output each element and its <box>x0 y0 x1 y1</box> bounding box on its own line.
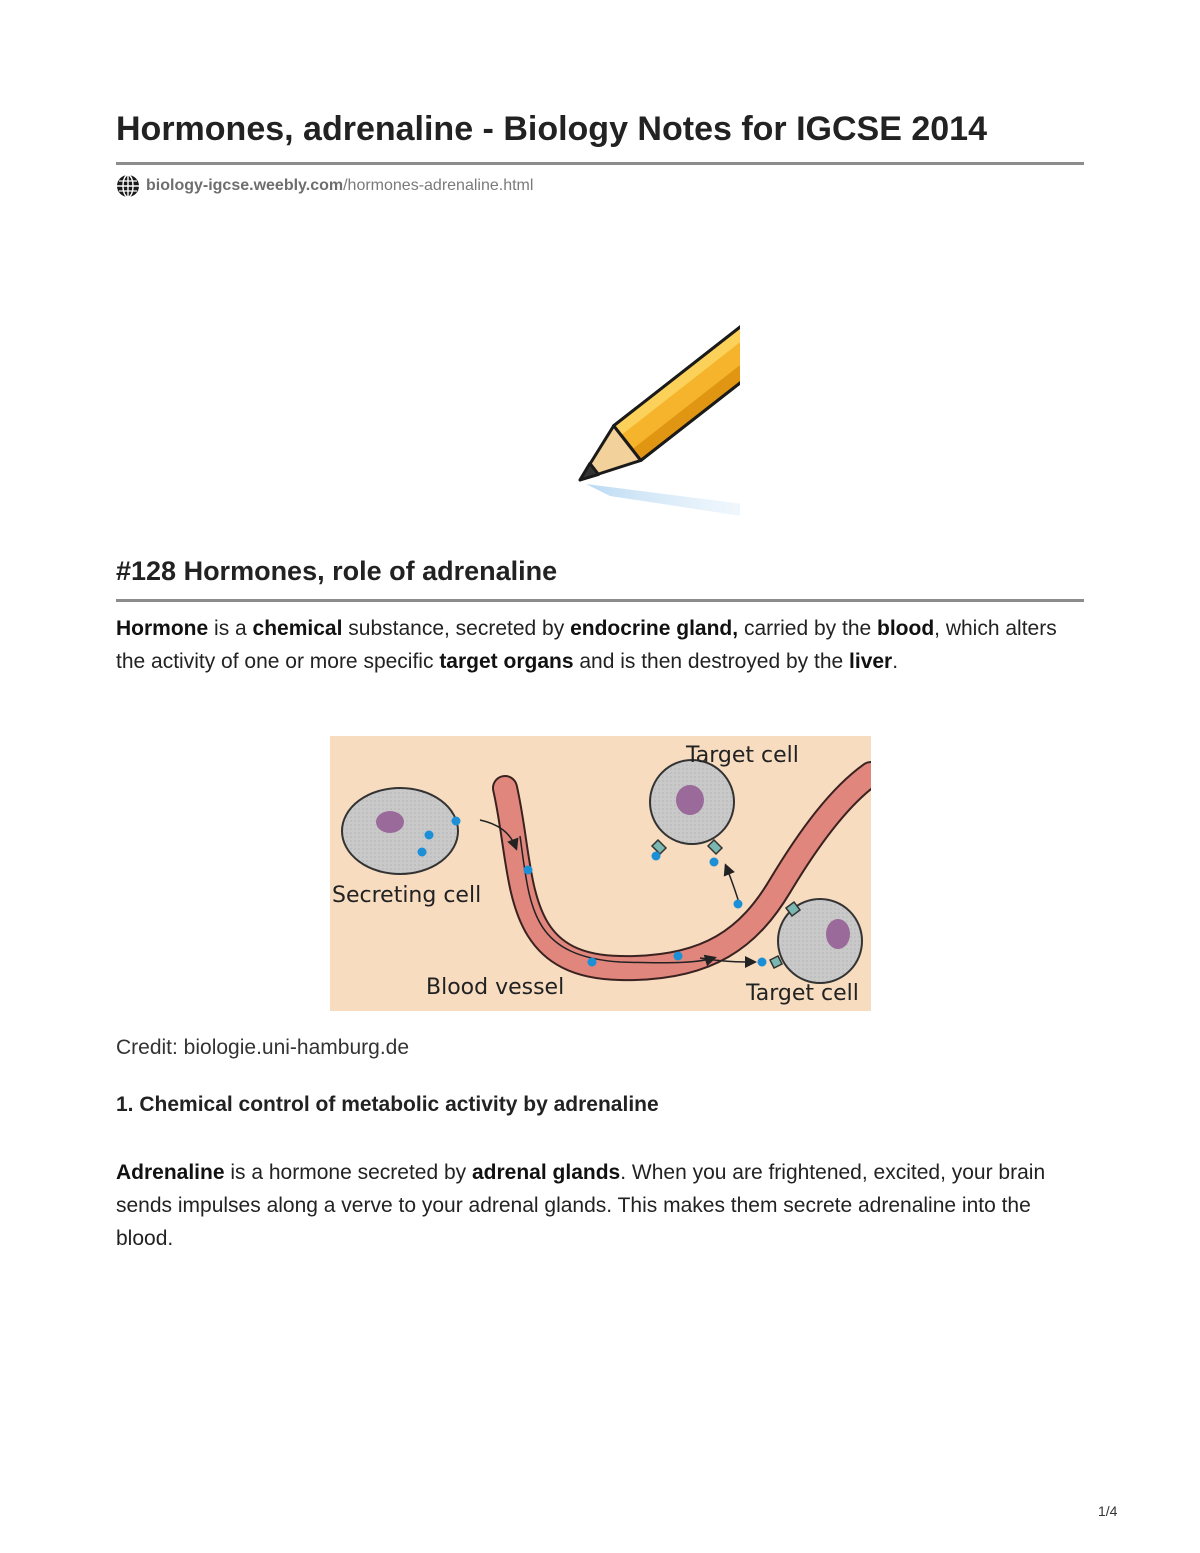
hormone-molecule <box>452 817 461 826</box>
target-cell-top-nucleus <box>676 785 704 815</box>
section-divider <box>116 599 1084 602</box>
hormone-definition: Hormone is a chemical substance, secreted by endocrine gland, carried by the blood, which alters the activity of one or more specific target organs and is then destroyed by the liver. <box>116 617 1057 673</box>
pencil-shadow <box>586 484 740 524</box>
globe-icon <box>116 174 140 198</box>
secreting-cell <box>342 788 458 874</box>
page-title: Hormones, adrenaline - Biology Notes for IGCSE 2014 <box>116 110 987 148</box>
label-target-cell-bottom: Target cell <box>746 981 859 1006</box>
adrenaline-paragraph: Adrenaline is a hormone secreted by adrenal glands. When you are frightened, excited, your brain sends impulses along a verve to your adrenal glands. This makes them secrete adrenaline into the blood. <box>116 1161 1046 1250</box>
label-blood-vessel: Blood vessel <box>426 975 565 1000</box>
hormone-molecule <box>418 848 427 857</box>
pencil-icon <box>460 296 740 528</box>
label-target-cell-top: Target cell <box>686 743 799 768</box>
hormone-molecule <box>425 831 434 840</box>
hormone-molecule <box>734 900 743 909</box>
page-number: 1/4 <box>1098 1503 1118 1519</box>
target-cell-bottom-nucleus <box>826 919 850 949</box>
hormone-molecule <box>652 852 661 861</box>
section-heading: #128 Hormones, role of adrenaline <box>116 556 558 586</box>
hormone-diagram <box>330 736 871 1011</box>
label-secreting-cell: Secreting cell <box>332 883 482 908</box>
secreting-cell-nucleus <box>376 811 404 833</box>
title-divider <box>116 162 1084 165</box>
source-path[interactable]: /hormones-adrenaline.html <box>343 177 534 194</box>
hormone-molecule <box>588 958 597 967</box>
subsection-heading: 1. Chemical control of metabolic activity by adrenaline <box>116 1093 659 1116</box>
source-domain[interactable]: biology-igcse.weebly.com <box>146 177 344 194</box>
hormone-molecule <box>710 858 719 867</box>
image-credit: Credit: biologie.uni-hamburg.de <box>116 1036 410 1059</box>
hormone-molecule <box>674 952 683 961</box>
source-url[interactable] <box>116 173 533 199</box>
hormone-molecule <box>758 958 767 967</box>
hormone-molecule <box>524 866 533 875</box>
